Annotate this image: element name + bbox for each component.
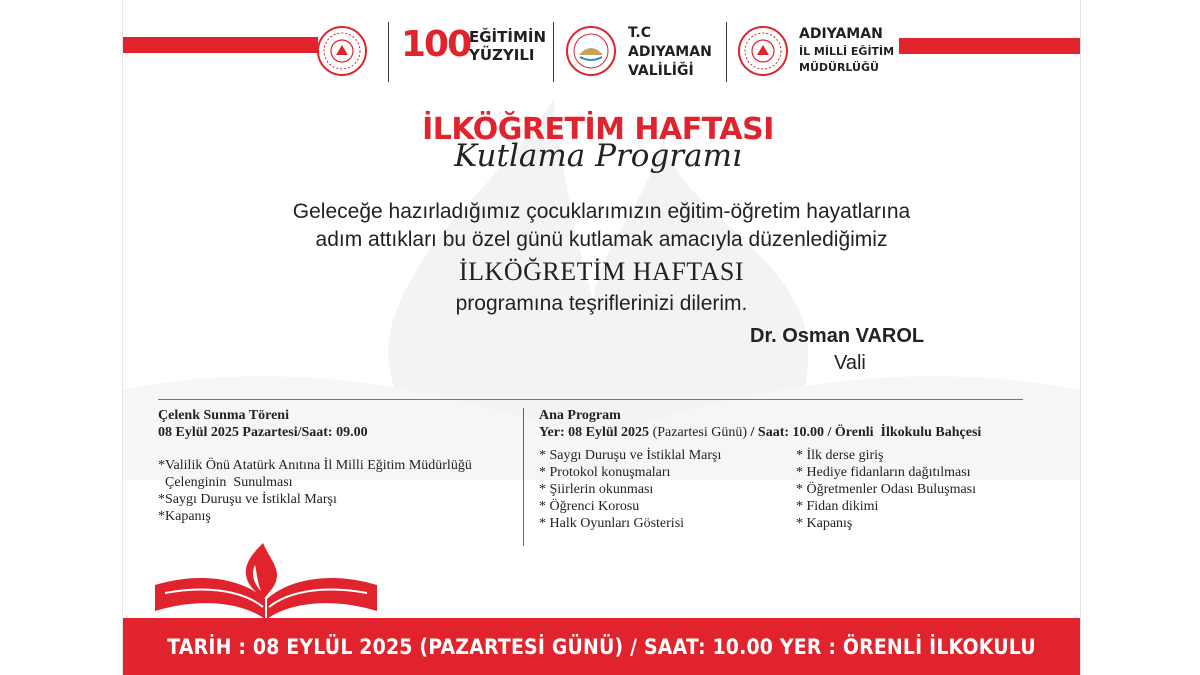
list-item: * Halk Oyunları Gösterisi <box>539 516 685 531</box>
list-item: * Şiirlerin okunması <box>539 482 654 497</box>
invitation-line: Geleceğe hazırladığımız çocuklarımızın eğitim-öğretim hayatlarına <box>292 200 911 223</box>
invitation-event-name: İLKÖĞRETİM HAFTASI <box>459 257 744 286</box>
list-item: * Protokol konuşmaları <box>539 465 671 480</box>
list-item: *Valilik Önü Atatürk Anıtına İl Milli Eğitim Müdürlüğü <box>158 458 472 473</box>
divider <box>158 399 1023 400</box>
main-program-heading: Ana Program <box>539 408 621 423</box>
open-book-flame-icon <box>151 535 381 623</box>
list-item: * Fidan dikimi <box>796 499 879 514</box>
header-separator <box>388 22 389 82</box>
footer-banner <box>123 618 1080 675</box>
footer-text: TARİH : 08 EYLÜL 2025 (PAZARTESİ GÜNÜ) / SAAT: 10.00 YER : ÖRENLİ İLKOKULU <box>167 634 1036 659</box>
governorship-line2: ADIYAMAN <box>628 44 712 60</box>
place-suffix: / Saat: 10.00 / Örenli İlkokulu Bahçesi <box>750 425 982 440</box>
place-day: (Pazartesi Günü) <box>649 425 751 440</box>
wreath-ceremony-section <box>158 407 518 525</box>
list-item: * Kapanış <box>796 516 853 531</box>
signature-name: Dr. Osman VAROL <box>750 325 925 347</box>
column-divider <box>523 408 524 546</box>
list-item: *Saygı Duruşu ve İstiklal Marşı <box>158 492 337 507</box>
list-item: * Saygı Duruşu ve İstiklal Marşı <box>539 448 722 463</box>
header-separator <box>553 22 554 82</box>
signature-title: Vali <box>834 352 866 374</box>
page-title: İLKÖĞRETİM HAFTASI <box>422 112 774 147</box>
wreath-items <box>158 457 518 525</box>
program-items-right <box>796 447 1056 532</box>
directorate-line2: İL MİLLİ EĞİTİM <box>799 45 895 58</box>
list-item: *Kapanış <box>158 509 211 524</box>
list-item: * Hediye fidanların dağıtılması <box>796 465 971 480</box>
governorship-line1: T.C <box>628 25 652 41</box>
governorship-seal-icon <box>565 25 617 77</box>
main-program-place <box>539 424 1059 441</box>
invitation-text <box>123 198 1080 318</box>
governorship-line3: VALİLİĞİ <box>628 63 694 79</box>
meb-seal-icon <box>316 25 368 77</box>
invitation-line: adım attıkları bu özel günü kutlamak amacıyla düzenlediğimiz <box>315 228 888 251</box>
wreath-heading: Çelenk Sunma Töreni <box>158 408 289 423</box>
invitation-card <box>122 0 1081 675</box>
page-subtitle: Kutlama Programı <box>454 138 742 174</box>
header-logos <box>123 0 1080 100</box>
list-item: * Öğretmenler Odası Buluşması <box>796 482 977 497</box>
list-item: * İlk derse giriş <box>796 448 884 463</box>
program-items-left <box>539 447 789 532</box>
directorate-line1: ADIYAMAN <box>799 26 883 42</box>
place-prefix: Yer: 08 Eylül 2025 <box>539 425 650 440</box>
invitation-line: programına teşriflerinizi dilerim. <box>455 292 748 315</box>
directorate-line3: MÜDÜRLÜĞÜ <box>799 61 879 74</box>
centennial-line2: YÜZYILI <box>469 46 535 64</box>
main-program-section <box>539 407 1059 531</box>
list-item: Çelenginin Sunulması <box>158 475 293 490</box>
header-separator <box>726 22 727 82</box>
wreath-date-time: 08 Eylül 2025 Pazartesi/Saat: 09.00 <box>158 425 368 440</box>
list-item: * Öğrenci Korosu <box>539 499 640 514</box>
directorate-seal-icon <box>737 25 789 77</box>
centennial-number: 100 <box>401 24 471 65</box>
centennial-line1: EĞİTİMİN <box>469 28 547 46</box>
